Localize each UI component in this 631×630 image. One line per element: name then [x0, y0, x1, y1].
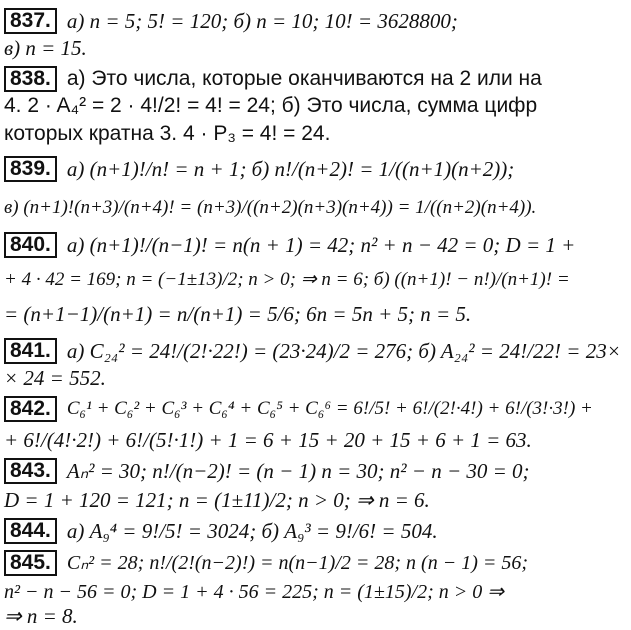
problem-text: Cₙ² = 28; n!/(2!(n−2)!) = n(n−1)/2 = 28; n (n − 1) = 56; [66, 552, 529, 574]
problem-text: а) A₉⁴ = 9!/5! = 3024; б) A₉³ = 9!/6! = 504. [66, 519, 438, 543]
problem-842-line-2 [4, 428, 627, 452]
problem-text: в) (n+1)!(n+3)/(n+4)! = (n+3)/((n+2)(n+3)(n+4)) = 1/((n+2)(n+4)). [4, 197, 537, 218]
problem-number: 837. [4, 8, 57, 34]
problem-number: 841. [4, 338, 57, 364]
problem-text: D = 1 + 120 = 121; n = (1±11)/2; n > 0; ⇒ n = 6. [4, 488, 430, 512]
problem-838-line-2 [4, 94, 627, 118]
problem-text: а) C₂₄² = 24!/(2!·22!) = (23·24)/2 = 276; б) A₂₄² = 24!/22! = 23× [66, 339, 621, 363]
problem-text: C₆¹ + C₆² + C₆³ + C₆⁴ + C₆⁵ + C₆⁶ = 6!/5! + 6!/(2!·4!) + 6!/(3!·3!) + [66, 398, 593, 419]
problem-845-line-1 [4, 550, 627, 576]
problem-number: 842. [4, 396, 57, 422]
problem-839-line-2 [4, 196, 627, 220]
problem-text: а) Это числа, которые оканчиваются на 2 или на [66, 67, 542, 90]
problem-text: × 24 = 552. [4, 366, 106, 390]
problem-number: 844. [4, 518, 57, 544]
problem-text: которых кратна 3. 4 · P₃ = 4! = 24. [4, 122, 331, 145]
problem-838-line-3 [4, 122, 627, 146]
problem-text: а) (n+1)!/n! = n + 1; б) n!/(n+2)! = 1/((n+1)(n+2)); [66, 157, 515, 181]
problem-text: 4. 2 · A₄² = 2 · 4!/2! = 4! = 24; б) Это числа, сумма цифр [4, 94, 538, 117]
problem-number: 843. [4, 458, 57, 484]
problem-837-line-1 [4, 8, 627, 34]
problem-text: ⇒ n = 8. [4, 604, 78, 628]
problem-text: n² − n − 56 = 0; D = 1 + 4 · 56 = 225; n = (1±15)/2; n > 0 ⇒ [4, 581, 504, 603]
problem-843-line-1 [4, 458, 627, 484]
problem-842-line-1 [4, 396, 627, 422]
problem-845-line-2 [4, 580, 627, 604]
problem-838-line-1 [4, 66, 627, 92]
problem-number: 840. [4, 232, 57, 258]
problem-text: Aₙ² = 30; n!/(n−2)! = (n − 1) n = 30; n² − n − 30 = 0; [66, 459, 530, 483]
problem-845-line-3 [4, 604, 627, 628]
problem-number: 839. [4, 156, 57, 182]
problem-841-line-2 [4, 366, 627, 390]
problem-text: + 6!/(4!·2!) + 6!/(5!·1!) + 1 = 6 + 15 + 20 + 15 + 6 + 1 = 63. [4, 428, 532, 452]
problem-837-line-2 [4, 36, 627, 60]
problem-text: а) n = 5; 5! = 120; б) n = 10; 10! = 3628800; [66, 9, 458, 33]
problem-844-line-1 [4, 518, 627, 544]
problem-840-line-2 [4, 268, 627, 292]
problem-text: + 4 · 42 = 169; n = (−1±13)/2; n > 0; ⇒ n = 6; б) ((n+1)! − n!)/(n+1)! = [4, 269, 570, 290]
problem-text: = (n+1−1)/(n+1) = n/(n+1) = 5/6; 6n = 5n + 5; n = 5. [4, 302, 472, 326]
problem-text: в) n = 15. [4, 36, 87, 60]
problem-840-line-3 [4, 302, 627, 326]
problem-text: а) (n+1)!/(n−1)! = n(n + 1) = 42; n² + n − 42 = 0; D = 1 + [66, 233, 576, 257]
problem-839-line-1 [4, 156, 627, 182]
problem-number: 845. [4, 550, 57, 576]
problem-841-line-1 [4, 338, 627, 364]
problem-number: 838. [4, 66, 57, 92]
problem-843-line-2 [4, 488, 627, 512]
problem-840-line-1 [4, 232, 627, 258]
